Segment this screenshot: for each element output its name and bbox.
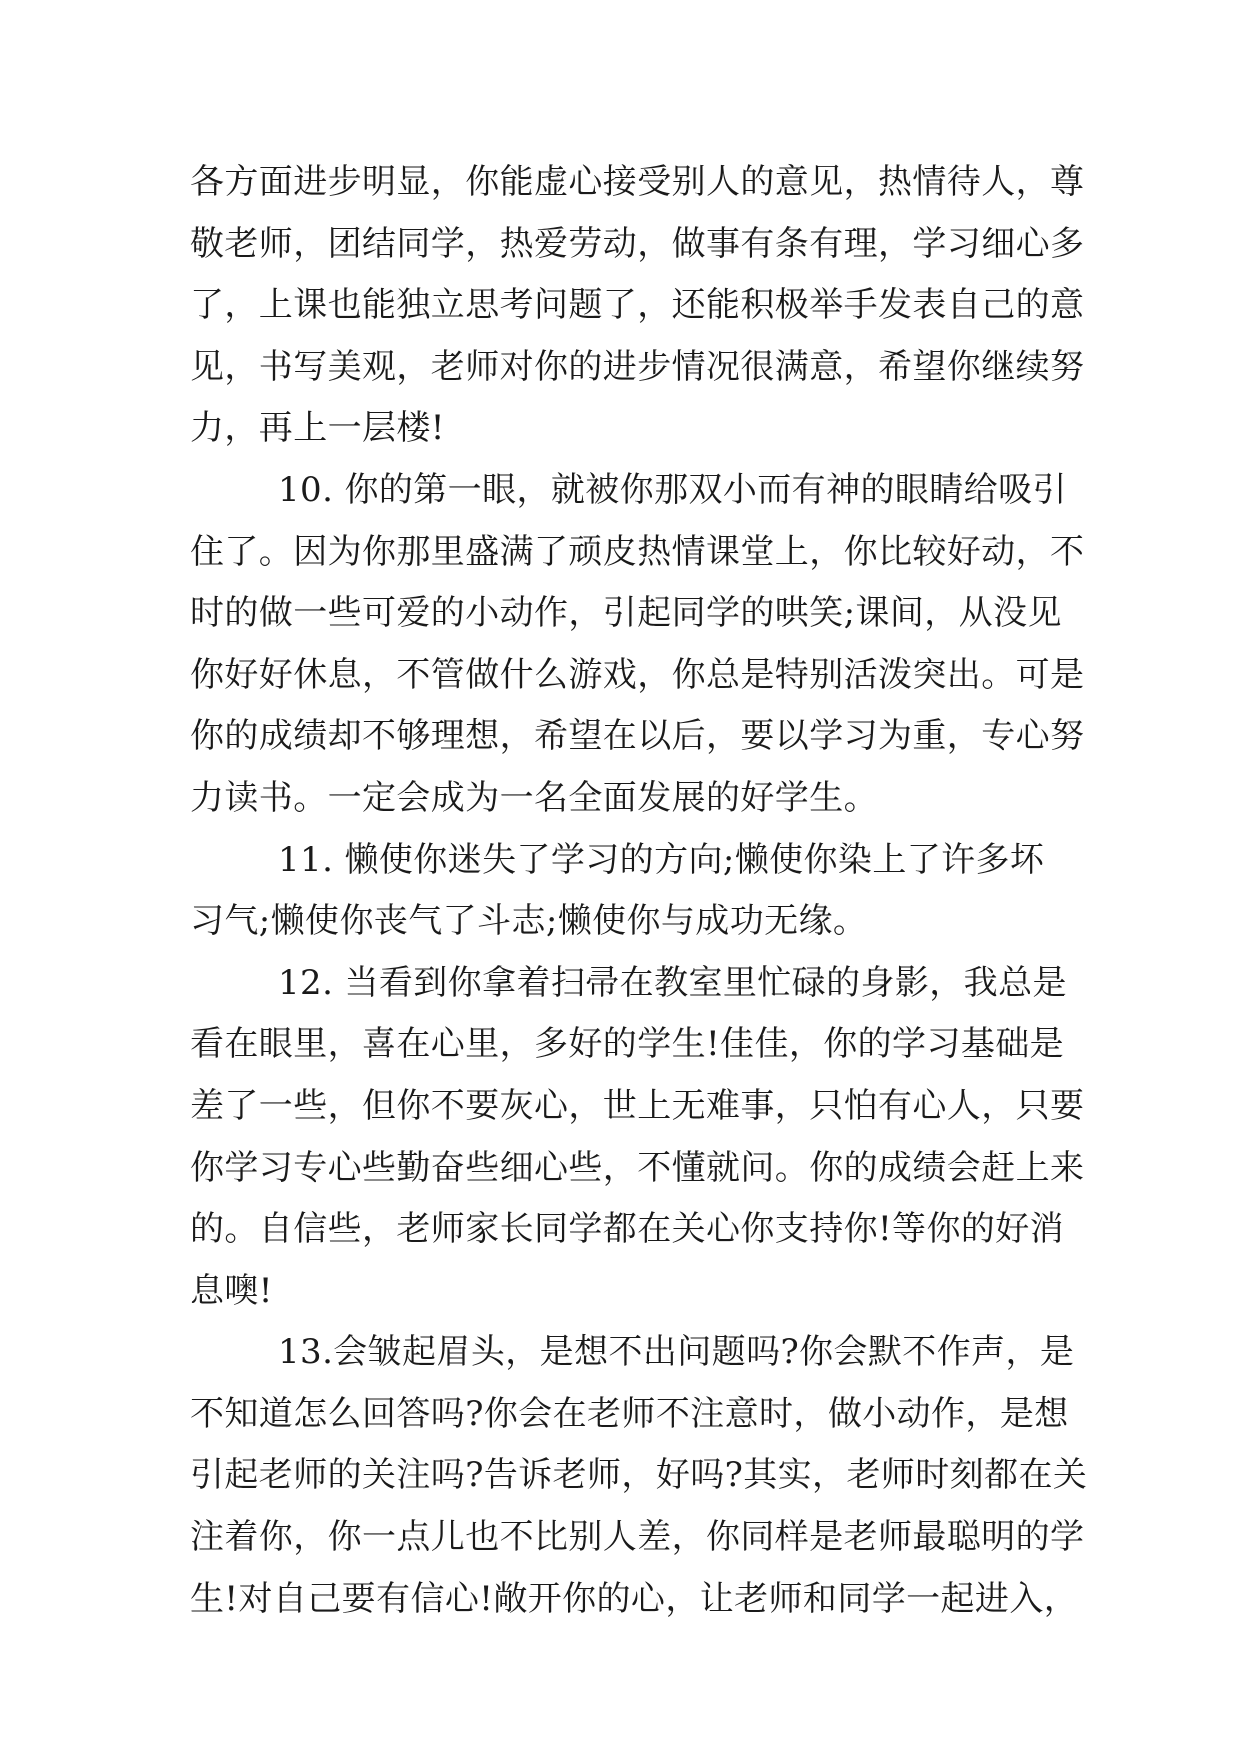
- text-line: 不知道怎么回答吗?你会在老师不注意时，做小动作，是想: [190, 1393, 1069, 1434]
- text-line: 力读书。一定会成为一名全面发展的好学生。: [190, 777, 878, 818]
- text-line: 住了。因为你那里盛满了顽皮热情课堂上，你比较好动，不: [190, 531, 1085, 572]
- text-line: 注着你，你一点儿也不比别人差，你同样是老师最聪明的学: [190, 1517, 1085, 1558]
- text-line: 时的做一些可爱的小动作，引起同学的哄笑;课间，从没见: [190, 593, 1062, 634]
- paragraph-start-line: 13.会皱起眉头，是想不出问题吗?你会默不作声，是: [278, 1332, 1075, 1373]
- paragraph-start-line: 10. 你的第一眼，就被你那双小而有神的眼睛给吸引: [278, 469, 1067, 510]
- text-line: 看在眼里，喜在心里，多好的学生!佳佳，你的学习基础是: [190, 1024, 1065, 1065]
- text-line: 敬老师，团结同学，热爱劳动，做事有条有理，学习细心多: [190, 223, 1085, 264]
- text-line: 见，书写美观，老师对你的进步情况很满意，希望你继续努: [190, 346, 1085, 387]
- paragraph-start-line: 11. 懒使你迷失了学习的方向;懒使你染上了许多坏: [278, 839, 1045, 880]
- text-line: 生!对自己要有信心!敞开你的心，让老师和同学一起进入，: [190, 1578, 1079, 1619]
- text-line: 你学习专心些勤奋些细心些，不懂就问。你的成绩会赶上来: [190, 1147, 1085, 1188]
- text-line: 各方面进步明显，你能虚心接受别人的意见，热情待人，尊: [190, 162, 1085, 202]
- document-body: [190, 152, 1088, 1630]
- text-line: 引起老师的关注吗?告诉老师，好吗?其实，老师时刻都在关: [190, 1455, 1088, 1496]
- text-line: 差了一些，但你不要灰心，世上无难事，只怕有心人，只要: [190, 1085, 1085, 1126]
- text-line: 了，上课也能独立思考问题了，还能积极举手发表自己的意: [190, 285, 1085, 326]
- text-line: 息噢!: [190, 1270, 273, 1311]
- text-line: 力，再上一层楼!: [190, 408, 445, 449]
- text-line: 你的成绩却不够理想，希望在以后，要以学习为重，专心努: [190, 716, 1085, 757]
- text-line: 习气;懒使你丧气了斗志;懒使你与成功无缘。: [190, 901, 868, 942]
- text-line: 你好好休息，不管做什么游戏，你总是特别活泼突出。可是: [190, 654, 1085, 695]
- paragraph-start-line: 12. 当看到你拿着扫帚在教室里忙碌的身影，我总是: [278, 962, 1067, 1003]
- text-line: 的。自信些，老师家长同学都在关心你支持你!等你的好消: [190, 1209, 1065, 1250]
